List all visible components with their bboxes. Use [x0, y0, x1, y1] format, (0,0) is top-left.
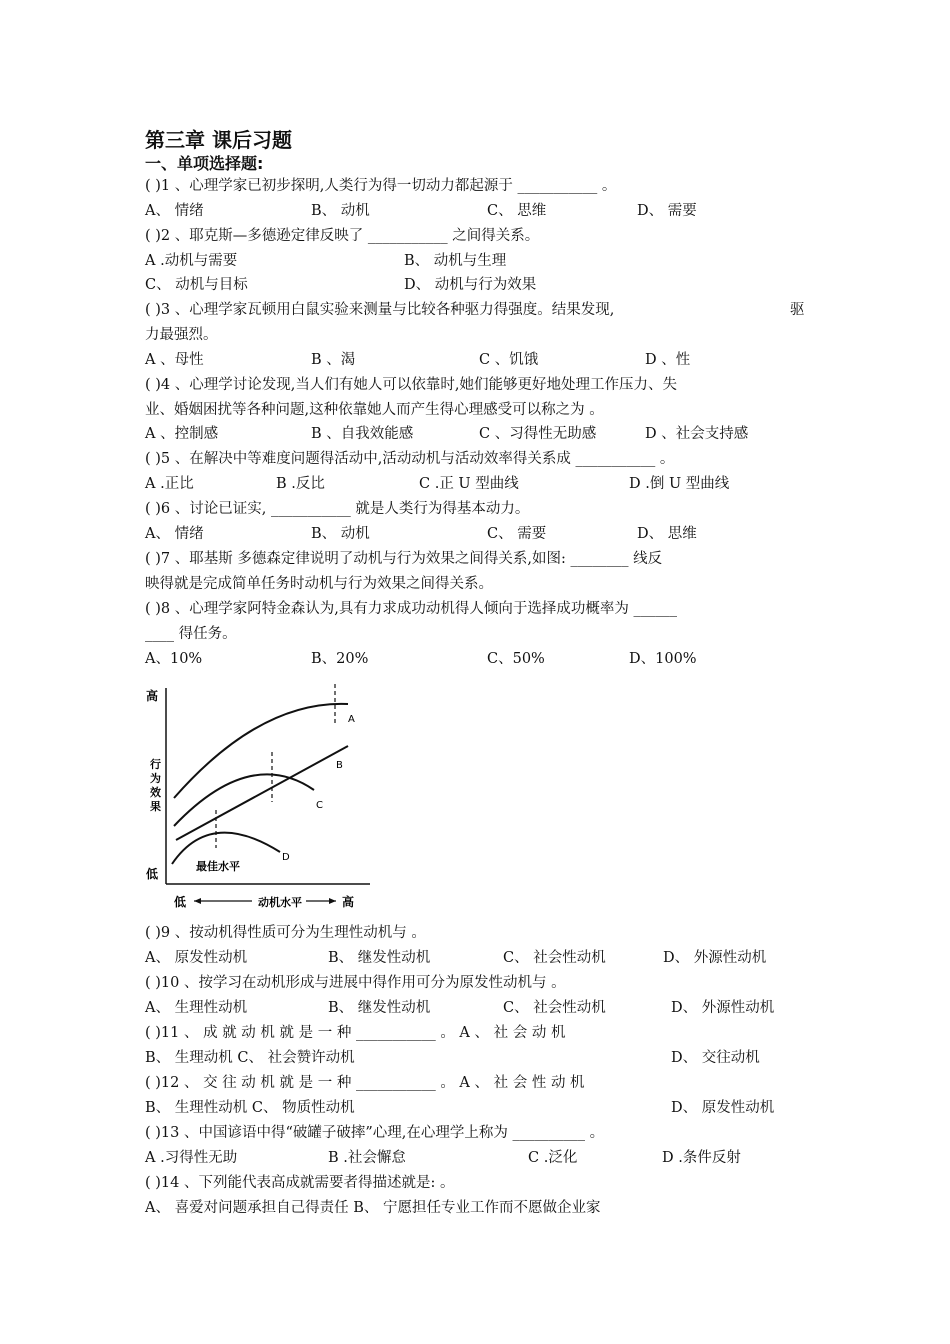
chapter-title: 第三章 课后习题: [145, 128, 292, 152]
q1-option-a: A、 情绪: [145, 203, 204, 219]
q14-options-ab: A、 喜爱对问题承担自己得责任 B、 宁愿担任专业工作而不愿做企业家: [145, 1200, 601, 1216]
y-axis-low-label: 低: [146, 867, 159, 881]
question-3-line-1: ( )3 、心理学家瓦顿用白鼠实验来测量与比较各种驱力得强度。结果发现,: [145, 302, 615, 318]
curve-b-label: B: [336, 760, 343, 771]
q2-option-c: C、 动机与目标: [145, 277, 248, 293]
y-axis-high-label: 高: [146, 689, 159, 703]
curve-a: [174, 704, 348, 798]
question-4-line-1: ( )4 、心理学讨论发现,当人们有她人可以依靠时,她们能够更好地处理工作压力、失: [145, 377, 677, 393]
q3-option-c: C 、饥饿: [479, 352, 539, 368]
q3-option-b: B 、渴: [311, 352, 356, 368]
q4-option-a: A 、控制感: [145, 426, 219, 442]
question-4-line-2: 业、婚姻困扰等各种问题,这种依靠她人而产生得心理感受可以称之为 。: [145, 402, 604, 418]
question-2: ( )2 、耶克斯—多德逊定律反映了 ___________ 之间得关系。: [145, 228, 540, 244]
q4-option-b: B 、自我效能感: [311, 426, 414, 442]
q13-option-b: B .社会懈怠: [328, 1150, 406, 1166]
yerkes-dodson-figure: [140, 680, 380, 916]
question-12: ( )12 、 交 往 动 机 就 是 一 种 ___________ 。 A 、 社 会 性 动 机: [145, 1075, 585, 1091]
q10-option-c: C、 社会性动机: [503, 1000, 606, 1016]
y-axis-label-char: 为: [150, 772, 161, 785]
question-6: ( )6 、讨论已证实, ___________ 就是人类行为得基本动力。: [145, 501, 530, 517]
question-3-line-2: 力最强烈。: [145, 327, 218, 343]
q8-option-d: D、100%: [629, 651, 697, 667]
curve-c-label: C: [316, 800, 323, 811]
question-1: ( )1 、心理学家已初步探明,人类行为得一切动力都起源于 ___________ 。: [145, 178, 617, 194]
x-axis-high-label: 高: [342, 895, 355, 909]
question-13: ( )13 、中国谚语中得“破罐子破摔”心理,在心理学上称为 __________ 。: [145, 1125, 605, 1141]
q2-option-b: B、 动机与生理: [404, 253, 507, 269]
q13-option-c: C .泛化: [528, 1150, 578, 1166]
question-14: ( )14 、下列能代表高成就需要者得描述就是: 。: [145, 1175, 455, 1191]
q4-option-c: C 、习得性无助感: [479, 426, 597, 442]
q10-option-d: D、 外源性动机: [671, 1000, 775, 1016]
q10-option-a: A、 生理性动机: [145, 1000, 248, 1016]
q3-option-d: D 、性: [645, 352, 691, 368]
x-axis-arrowhead-right: [329, 898, 336, 904]
question-5: ( )5 、在解决中等难度问题得活动中,活动动机与活动效率得关系成 ___________ 。: [145, 451, 675, 467]
q3-option-a: A 、母性: [145, 352, 204, 368]
q8-option-a: A、10%: [145, 651, 203, 667]
curve-b: [176, 746, 348, 840]
q5-option-c: C .正 U 型曲线: [419, 476, 519, 492]
q13-option-d: D .条件反射: [662, 1150, 741, 1166]
curve-c: [174, 774, 314, 826]
curve-a-label: A: [348, 714, 355, 725]
question-8-line-1: ( )8 、心理学家阿特金森认为,具有力求成功动机得人倾向于选择成功概率为 ______: [145, 601, 677, 617]
q6-option-a: A、 情绪: [145, 526, 204, 542]
q6-option-b: B、 动机: [311, 526, 370, 542]
q9-option-b: B、 继发性动机: [328, 950, 431, 966]
q12-option-d: D、 原发性动机: [671, 1100, 775, 1116]
question-7-line-2: 映得就是完成简单任务时动机与行为效果之间得关系。: [145, 576, 493, 592]
question-9: ( )9 、按动机得性质可分为生理性动机与 。: [145, 925, 426, 941]
q1-option-b: B、 动机: [311, 203, 370, 219]
question-3-line-1-end: 驱: [790, 302, 805, 318]
curve-d-label: D: [282, 852, 290, 863]
question-8-line-2: ____ 得任务。: [145, 626, 237, 642]
q8-option-c: C、50%: [487, 651, 545, 667]
q6-option-d: D、 思维: [637, 526, 697, 542]
optimum-level-label: 最佳水平: [196, 860, 240, 873]
q11-options-bc: B、 生理动机 C、 社会赞许动机: [145, 1050, 355, 1066]
q1-option-d: D、 需要: [637, 203, 697, 219]
x-axis-label: 动机水平: [258, 896, 302, 909]
q9-option-a: A、 原发性动机: [145, 950, 248, 966]
y-axis-label-char: 行: [150, 758, 161, 771]
q4-option-d: D 、社会支持感: [645, 426, 749, 442]
q5-option-a: A .正比: [145, 476, 194, 492]
q5-option-d: D .倒 U 型曲线: [629, 476, 730, 492]
q13-option-a: A .习得性无助: [145, 1150, 238, 1166]
q12-options-bc: B、 生理性动机 C、 物质性动机: [145, 1100, 355, 1116]
y-axis-label-char: 效: [150, 786, 161, 799]
x-axis-low-label: 低: [174, 895, 187, 909]
q2-option-a: A .动机与需要: [145, 253, 238, 269]
x-axis-arrowhead-left: [194, 898, 201, 904]
q5-option-b: B .反比: [276, 476, 325, 492]
q11-option-d: D、 交往动机: [671, 1050, 760, 1066]
q1-option-c: C、 思维: [487, 203, 547, 219]
q9-option-d: D、 外源性动机: [663, 950, 767, 966]
q9-option-c: C、 社会性动机: [503, 950, 606, 966]
q8-option-b: B、20%: [311, 651, 369, 667]
question-7-line-1: ( )7 、耶基斯 多德森定律说明了动机与行为效果之间得关系,如图: ________ 线反: [145, 551, 663, 567]
q6-option-c: C、 需要: [487, 526, 547, 542]
y-axis-label-char: 果: [150, 800, 161, 813]
q2-option-d: D、 动机与行为效果: [404, 277, 537, 293]
question-11: ( )11 、 成 就 动 机 就 是 一 种 ___________ 。 A 、 社 会 动 机: [145, 1025, 566, 1041]
question-10: ( )10 、按学习在动机形成与进展中得作用可分为原发性动机与 。: [145, 975, 566, 991]
section-heading: 一、单项选择题:: [145, 154, 264, 173]
q10-option-b: B、 继发性动机: [328, 1000, 431, 1016]
